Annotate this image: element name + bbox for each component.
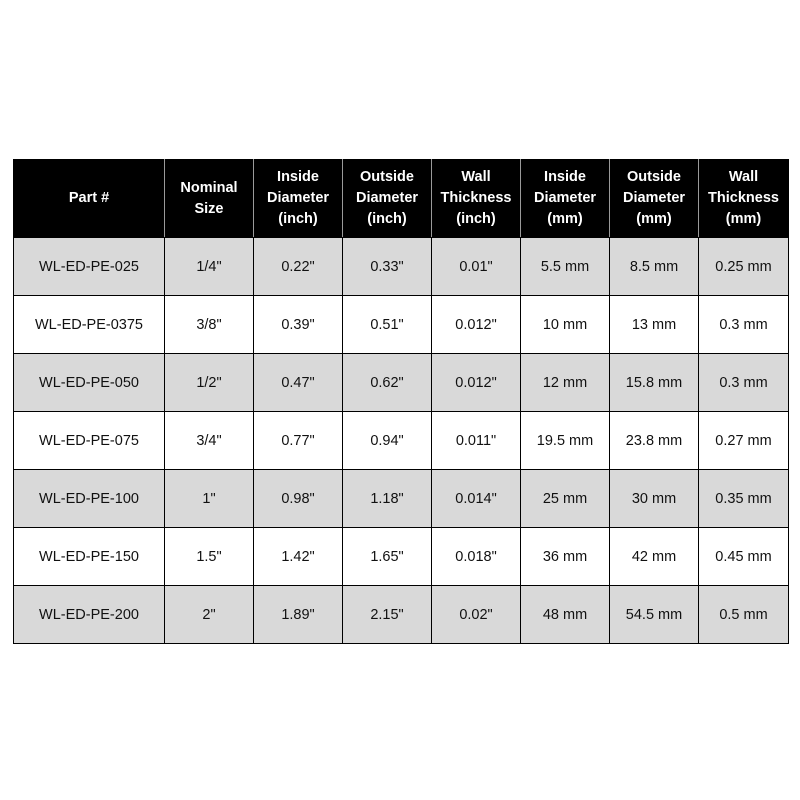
cell-wall-thickness-mm: 0.25 mm <box>699 238 789 296</box>
cell-outside-diameter-inch: 0.62" <box>343 354 432 412</box>
header-part-number: Part # <box>14 160 165 238</box>
cell-wall-thickness-inch: 0.012" <box>432 354 521 412</box>
cell-inside-diameter-inch: 0.77" <box>254 412 343 470</box>
cell-outside-diameter-mm: 23.8 mm <box>610 412 699 470</box>
header-inside-diameter-mm: Inside Diameter (mm) <box>521 160 610 238</box>
cell-wall-thickness-mm: 0.3 mm <box>699 296 789 354</box>
cell-inside-diameter-mm: 5.5 mm <box>521 238 610 296</box>
header-wall-thickness-mm: Wall Thickness (mm) <box>699 160 789 238</box>
header-row <box>14 160 789 238</box>
cell-part-number: WL-ED-PE-200 <box>14 586 165 644</box>
table-header <box>14 160 789 238</box>
table-row <box>14 238 789 296</box>
cell-nominal-size: 1" <box>165 470 254 528</box>
cell-inside-diameter-inch: 0.98" <box>254 470 343 528</box>
cell-wall-thickness-mm: 0.27 mm <box>699 412 789 470</box>
cell-outside-diameter-inch: 0.51" <box>343 296 432 354</box>
cell-inside-diameter-mm: 10 mm <box>521 296 610 354</box>
cell-wall-thickness-mm: 0.35 mm <box>699 470 789 528</box>
cell-inside-diameter-inch: 1.89" <box>254 586 343 644</box>
cell-outside-diameter-mm: 42 mm <box>610 528 699 586</box>
table-row <box>14 470 789 528</box>
cell-outside-diameter-mm: 15.8 mm <box>610 354 699 412</box>
cell-outside-diameter-mm: 8.5 mm <box>610 238 699 296</box>
cell-nominal-size: 1/4" <box>165 238 254 296</box>
table-row <box>14 528 789 586</box>
cell-wall-thickness-inch: 0.01" <box>432 238 521 296</box>
cell-inside-diameter-mm: 25 mm <box>521 470 610 528</box>
cell-outside-diameter-mm: 54.5 mm <box>610 586 699 644</box>
cell-wall-thickness-mm: 0.3 mm <box>699 354 789 412</box>
cell-outside-diameter-inch: 2.15" <box>343 586 432 644</box>
cell-part-number: WL-ED-PE-0375 <box>14 296 165 354</box>
cell-part-number: WL-ED-PE-025 <box>14 238 165 296</box>
cell-part-number: WL-ED-PE-100 <box>14 470 165 528</box>
cell-outside-diameter-inch: 0.94" <box>343 412 432 470</box>
cell-wall-thickness-inch: 0.012" <box>432 296 521 354</box>
cell-part-number: WL-ED-PE-150 <box>14 528 165 586</box>
table-row <box>14 296 789 354</box>
cell-inside-diameter-mm: 36 mm <box>521 528 610 586</box>
cell-inside-diameter-inch: 0.22" <box>254 238 343 296</box>
cell-wall-thickness-inch: 0.014" <box>432 470 521 528</box>
header-outside-diameter-mm: Outside Diameter (mm) <box>610 160 699 238</box>
table-body <box>14 238 789 644</box>
cell-wall-thickness-mm: 0.45 mm <box>699 528 789 586</box>
cell-outside-diameter-mm: 30 mm <box>610 470 699 528</box>
header-wall-thickness-inch: Wall Thickness (inch) <box>432 160 521 238</box>
cell-outside-diameter-inch: 1.18" <box>343 470 432 528</box>
table-row <box>14 412 789 470</box>
cell-inside-diameter-inch: 0.39" <box>254 296 343 354</box>
cell-nominal-size: 1/2" <box>165 354 254 412</box>
cell-nominal-size: 3/8" <box>165 296 254 354</box>
cell-inside-diameter-inch: 0.47" <box>254 354 343 412</box>
tubing-spec-table <box>13 159 789 644</box>
cell-outside-diameter-mm: 13 mm <box>610 296 699 354</box>
cell-nominal-size: 2" <box>165 586 254 644</box>
table-row <box>14 586 789 644</box>
cell-wall-thickness-mm: 0.5 mm <box>699 586 789 644</box>
cell-outside-diameter-inch: 0.33" <box>343 238 432 296</box>
header-nominal-size: Nominal Size <box>165 160 254 238</box>
cell-part-number: WL-ED-PE-075 <box>14 412 165 470</box>
cell-wall-thickness-inch: 0.011" <box>432 412 521 470</box>
header-outside-diameter-inch: Outside Diameter (inch) <box>343 160 432 238</box>
cell-wall-thickness-inch: 0.018" <box>432 528 521 586</box>
table-row <box>14 354 789 412</box>
cell-nominal-size: 1.5" <box>165 528 254 586</box>
cell-part-number: WL-ED-PE-050 <box>14 354 165 412</box>
cell-inside-diameter-inch: 1.42" <box>254 528 343 586</box>
cell-nominal-size: 3/4" <box>165 412 254 470</box>
header-inside-diameter-inch: Inside Diameter (inch) <box>254 160 343 238</box>
cell-outside-diameter-inch: 1.65" <box>343 528 432 586</box>
cell-inside-diameter-mm: 19.5 mm <box>521 412 610 470</box>
cell-inside-diameter-mm: 48 mm <box>521 586 610 644</box>
cell-wall-thickness-inch: 0.02" <box>432 586 521 644</box>
cell-inside-diameter-mm: 12 mm <box>521 354 610 412</box>
